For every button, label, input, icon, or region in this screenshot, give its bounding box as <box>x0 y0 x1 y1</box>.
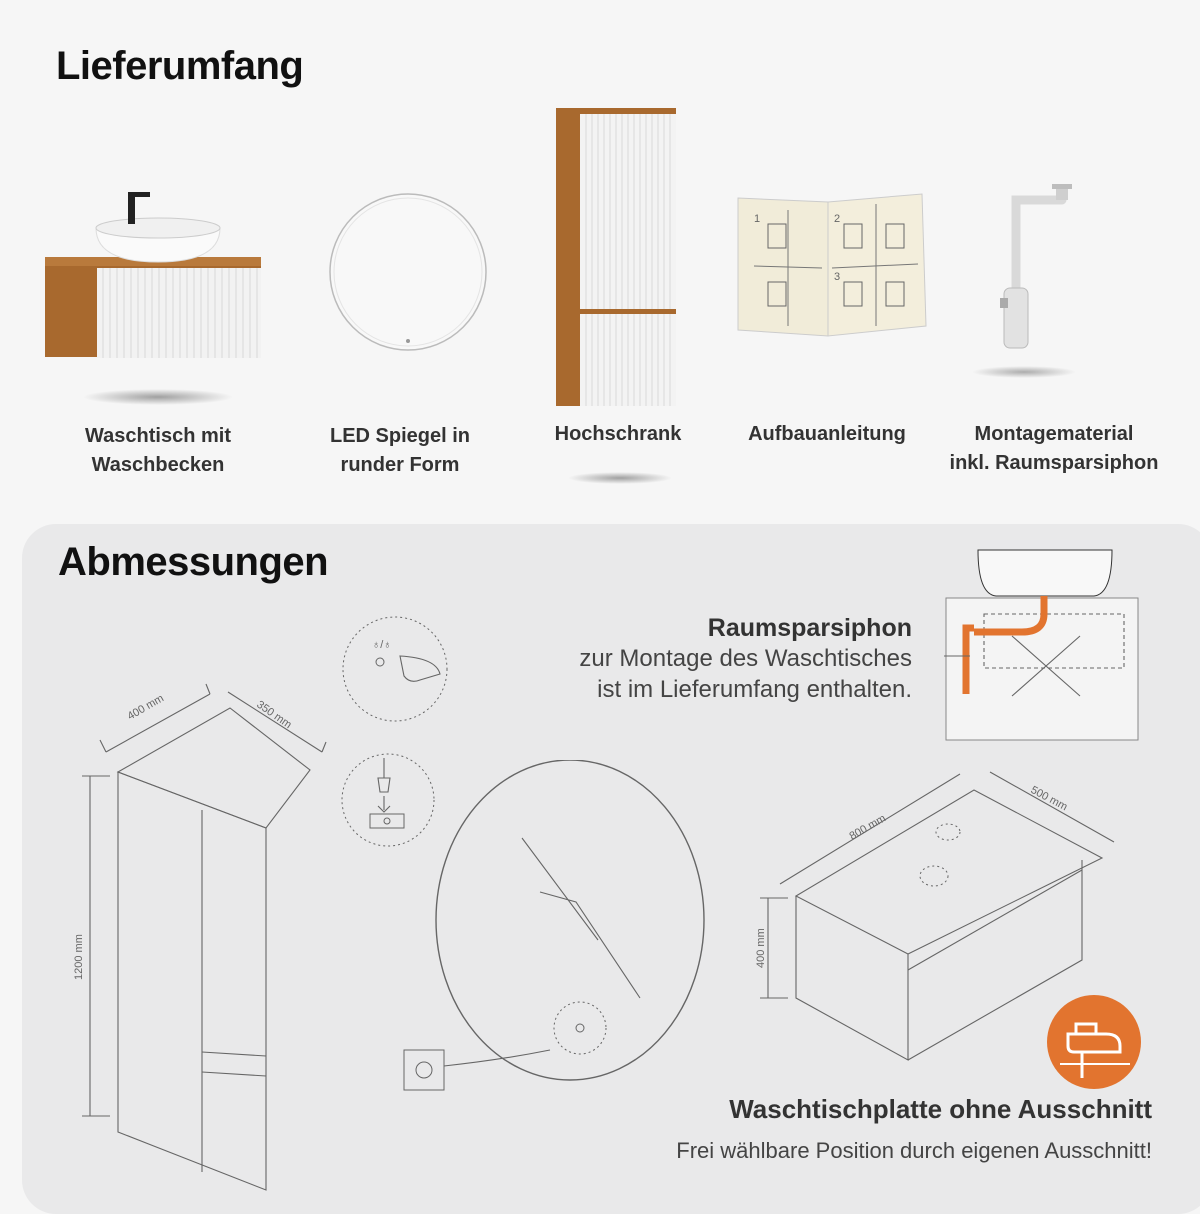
manual-step-2: 2 <box>834 213 841 225</box>
tall-cabinet-dimension-drawing <box>60 680 340 1200</box>
caption-mirror-line1: LED Spiegel in <box>329 425 471 447</box>
manual-step-3: 3 <box>834 271 841 283</box>
caption-tall-cabinet-line1: Hochschrank <box>554 423 682 445</box>
siphon-note-line1: zur Montage des Waschtisches <box>579 645 912 672</box>
siphon-schematic <box>944 544 1144 744</box>
dim-vanity-height: 400 mm <box>755 928 767 968</box>
dim-vanity-width: 800 mm <box>847 812 888 843</box>
caption-siphon-line2: inkl. Raumsparsiphon <box>949 452 1159 474</box>
caption-manual-line1: Aufbauanleitung <box>748 423 906 445</box>
section-title-lieferumfang: Lieferumfang <box>56 44 304 88</box>
siphon-note <box>520 614 912 705</box>
siphon-note-title: Raumsparsiphon <box>707 614 912 642</box>
round-mirror-dimension-drawing <box>390 760 720 1120</box>
dim-tall-width: 400 mm <box>125 692 166 723</box>
light-toggle-icon: ♁/♁ <box>372 639 392 651</box>
caption-siphon-line1: Montagematerial <box>974 423 1134 445</box>
countertop-note-title: Waschtischplatte ohne Ausschnitt <box>729 1094 1152 1124</box>
round-led-mirror-image <box>328 188 488 363</box>
vanity-product-image <box>40 180 270 410</box>
assembly-manual-image <box>732 190 932 340</box>
caption-manual <box>727 420 927 449</box>
dim-tall-depth: 350 mm <box>254 698 294 732</box>
caption-siphon <box>934 420 1174 478</box>
countertop-note <box>640 1094 1152 1166</box>
caption-vanity-line2: Waschbecken <box>91 454 225 476</box>
countertop-note-subtitle: Frei wählbare Position durch eigenen Ausschnitt! <box>676 1138 1152 1163</box>
caption-vanity-line1: Waschtisch mit <box>85 425 231 447</box>
caption-vanity <box>58 422 258 480</box>
siphon-product-image <box>962 180 1082 380</box>
section-title-abmessungen: Abmessungen <box>58 540 329 584</box>
jigsaw-icon <box>1046 994 1142 1090</box>
dim-tall-height: 1200 mm <box>73 934 85 980</box>
caption-tall-cabinet <box>518 420 718 449</box>
dim-vanity-depth: 500 mm <box>1028 784 1070 814</box>
caption-mirror <box>300 422 500 480</box>
siphon-note-line2: ist im Lieferumfang enthalten. <box>597 676 912 703</box>
caption-mirror-line2: runder Form <box>340 454 460 476</box>
manual-step-1: 1 <box>754 213 761 225</box>
touch-sensor-detail <box>340 614 450 724</box>
